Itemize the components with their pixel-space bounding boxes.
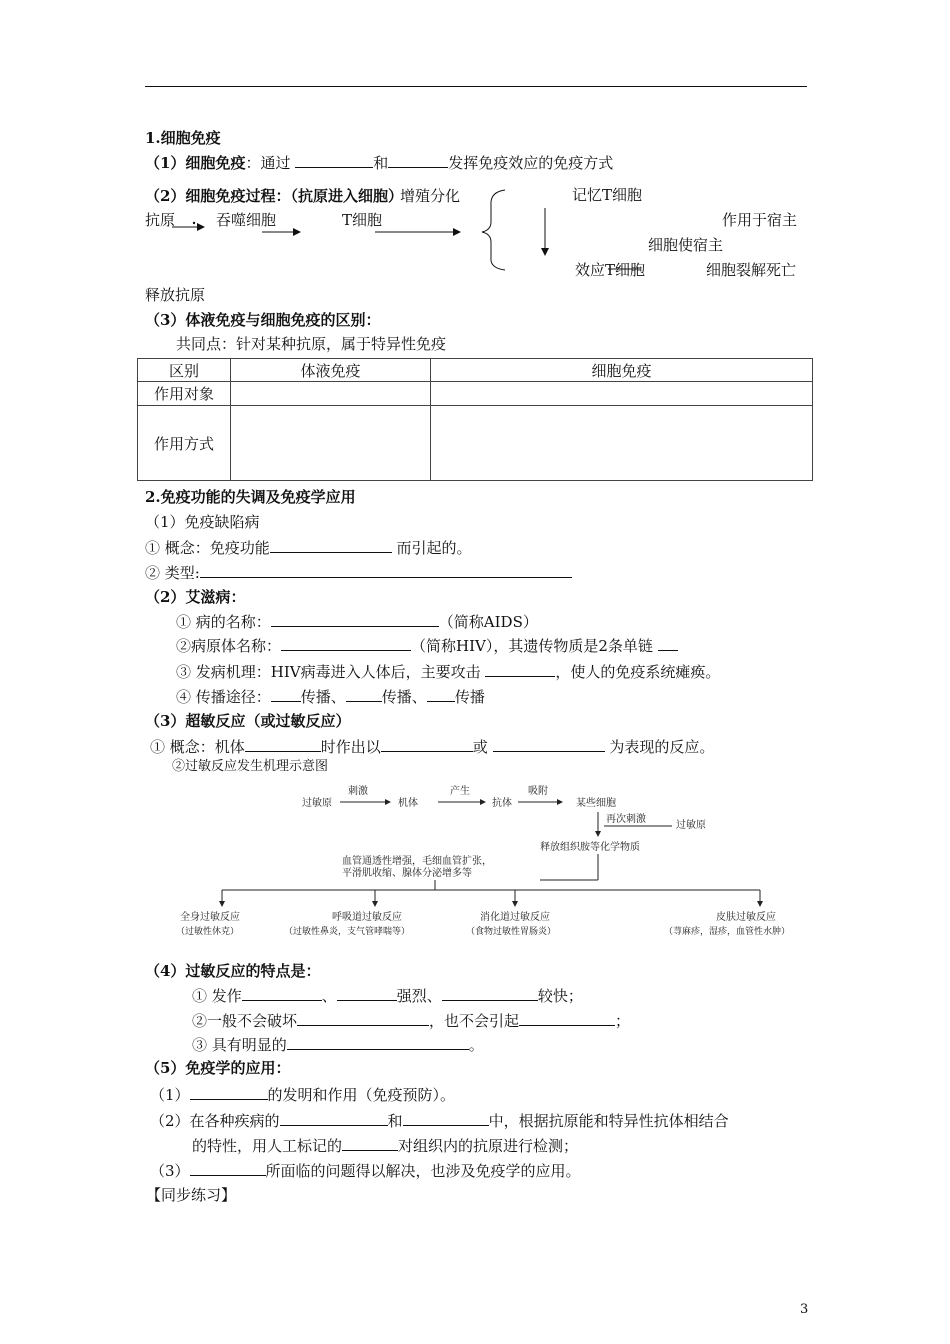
table-header: 区别 (138, 359, 231, 382)
diag-antibody: 抗体 (492, 798, 512, 809)
app-3: （3） 所面临的问题得以解决，也涉及免疫学的应用。 (150, 1162, 581, 1180)
feature-title: （4）过敏反应的特点是： (145, 962, 321, 980)
s1-p1-label: （1）细胞免疫 (145, 154, 246, 172)
table-header: 体液免疫 (231, 359, 431, 382)
blank[interactable] (242, 985, 322, 1001)
table-cell: 作用对象 (138, 382, 231, 406)
s1-p2-label: （2）细胞免疫过程：（抗原进入细胞） (145, 187, 403, 205)
diag-adsorb: 吸附 (528, 786, 548, 797)
blank[interactable] (190, 1084, 268, 1100)
page-number: 3 (800, 1302, 809, 1317)
blank[interactable] (403, 1110, 489, 1126)
diag-stimulate: 刺激 (348, 786, 368, 797)
flow-act1: 作用于宿主 (722, 211, 798, 229)
diag-r2: 呼吸道过敏反应 (332, 912, 402, 923)
diag-effects2: 平滑肌收缩、腺体分泌增多等 (342, 868, 472, 879)
diag-r1: 全身过敏反应 (180, 912, 240, 923)
diag-cells: 某些细胞 (576, 798, 616, 809)
s1-p1: （1）细胞免疫：通过 和 发挥免疫效应的免疫方式 (145, 154, 614, 172)
blank[interactable] (287, 1034, 469, 1050)
flow-effector: 效应T细胞 (575, 261, 646, 279)
flow-phagocyte: 吞噬细胞 (216, 211, 277, 229)
aids-4: ④ 传播途径： 传播、 传播、 传播 (176, 688, 485, 706)
diag-r4s: （荨麻疹，湿疹，血管性水肿） (664, 927, 791, 937)
diag-r4: 皮肤过敏反应 (716, 912, 776, 923)
aids-3: ③ 发病机理：HIV病毒进入人体后，主要攻击 ，使人的免疫系统瘫痪。 (176, 663, 721, 681)
flow-antigen: 抗原 (145, 211, 176, 229)
app-2b: 的特性，用人工标记的 对组织内的抗原进行检测； (192, 1137, 579, 1155)
feature-1: ① 发作 、 强烈、 较快； (192, 987, 583, 1005)
flow-act3: 细胞裂解死亡 (706, 261, 797, 279)
diag-r3s: （食物过敏性胃肠炎） (466, 927, 557, 937)
table-header: 细胞免疫 (431, 359, 813, 382)
s2-concept: ① 概念：免疫功能 而引起的。 (145, 539, 472, 557)
flow-release: 释放抗原 (145, 286, 206, 304)
blank[interactable] (190, 1160, 266, 1176)
common-point: 共同点：针对某种抗原，属于特异性免疫 (176, 335, 447, 353)
diag-allergen: 过敏原 (302, 798, 332, 809)
allergy-diagram-caption: ②过敏反应发生机理示意图 (172, 759, 329, 774)
section2-title: 2.免疫功能的失调及免疫学应用 (145, 488, 356, 506)
blank[interactable] (342, 1135, 398, 1151)
aids-2: ②病原体名称： （简称HIV），其遗传物质是2条单链 (176, 635, 678, 656)
feature-3: ③ 具有明显的 。 (192, 1036, 484, 1054)
blank[interactable] (519, 1010, 615, 1026)
diag-effects1: 血管通透性增强，毛细血管扩张， (342, 856, 492, 867)
aids-1: ① 病的名称： （简称AIDS） (176, 613, 538, 631)
diag-r1s: （过敏性休克） (176, 927, 240, 937)
blank[interactable] (337, 985, 397, 1001)
s2-type: ② 类型: (145, 562, 572, 583)
blank[interactable] (442, 985, 538, 1001)
diag-body: 机体 (398, 798, 418, 809)
flow-memory: 记忆T细胞 (572, 186, 643, 204)
diag-r2s: （过敏性鼻炎，支气管哮喘等） (284, 927, 411, 937)
practice-heading: 【同步练习】 (146, 1186, 237, 1204)
app-1: （1） 的发明和作用（免疫预防）。 (150, 1086, 456, 1104)
app-2: （2）在各种疾病的 和 中，根据抗原能和特异性抗体相结合 (150, 1112, 729, 1130)
flow-tcell: T细胞 (342, 211, 383, 229)
diag-release: 释放组织胺等化学物质 (540, 842, 640, 853)
table-cell: 作用方式 (138, 406, 231, 481)
flow-act2: 细胞使宿主 (648, 236, 724, 254)
s2-p1: （1）免疫缺陷病 (145, 513, 260, 531)
s1-p3-label: （3）体液免疫与细胞免疫的区别： (145, 311, 381, 329)
allergy-concept: ① 概念：机体 时作出以 或 为表现的反应。 (150, 738, 715, 756)
blank[interactable] (280, 1110, 388, 1126)
feature-2: ②一般不会破坏 ，也不会引起 ； (192, 1012, 631, 1030)
allergy-title: （3）超敏反应（或过敏反应） (145, 712, 351, 730)
aids-title: （2）艾滋病： (145, 588, 246, 606)
diag-r3: 消化道过敏反应 (480, 912, 550, 923)
diag-allergen2: 过敏原 (676, 820, 706, 831)
diag-produce: 产生 (450, 786, 470, 797)
flow-proliferate: 增殖分化 (400, 187, 461, 205)
application-title: （5）免疫学的应用： (145, 1059, 291, 1077)
section1-title: 1.细胞免疫 (145, 129, 221, 147)
blank[interactable] (297, 1010, 429, 1026)
diag-again: 再次刺激 (606, 814, 646, 825)
